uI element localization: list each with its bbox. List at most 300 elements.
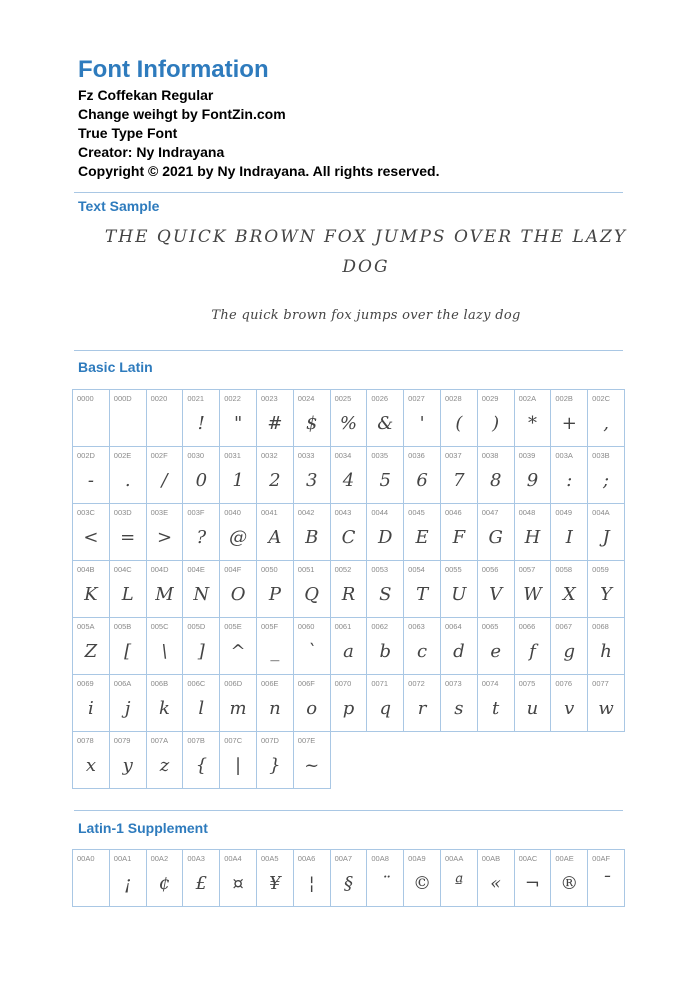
glyph-sample: H <box>524 527 541 548</box>
glyph-code: 006D <box>224 679 243 688</box>
glyph-cell <box>146 849 184 907</box>
glyph-code: 0034 <box>334 451 352 460</box>
glyph-cell <box>293 617 331 675</box>
glyph-cell <box>403 849 441 907</box>
glyph-code: 006E <box>260 679 279 688</box>
glyph-code: 00A3 <box>187 854 205 863</box>
glyph-cell <box>109 674 147 732</box>
glyph-cell <box>550 389 588 447</box>
glyph-cell <box>72 503 110 561</box>
glyph-cell <box>256 446 294 504</box>
glyph-code: 003A <box>555 451 573 460</box>
glyph-sample: i <box>88 698 94 719</box>
glyph-cell <box>514 389 552 447</box>
glyph-cell <box>219 674 257 732</box>
glyph-code: 003B <box>592 451 610 460</box>
glyph-sample: Y <box>600 584 612 605</box>
glyph-sample: 7 <box>453 470 465 491</box>
glyph-code: 00A9 <box>408 854 426 863</box>
glyph-cell <box>109 849 147 907</box>
glyph-code: 0052 <box>334 565 352 574</box>
glyph-cell <box>219 617 257 675</box>
glyph-code: 003C <box>77 508 95 517</box>
glyph-code: 00A1 <box>113 854 132 863</box>
glyph-code: 0071 <box>371 679 389 688</box>
glyph-sample: # <box>267 413 283 434</box>
glyph-sample: p <box>342 698 355 719</box>
glyph-cell <box>293 674 331 732</box>
glyph-code: 0054 <box>408 565 425 574</box>
glyph-code: 0046 <box>444 508 462 517</box>
glyph-sample: c <box>417 641 428 662</box>
basic-latin-grid <box>72 389 624 788</box>
glyph-cell <box>366 849 404 907</box>
glyph-sample: W <box>523 584 542 605</box>
glyph-code: 0045 <box>408 508 425 517</box>
glyph-cell <box>440 503 478 561</box>
glyph-cell <box>587 849 625 907</box>
glyph-cell <box>219 849 257 907</box>
glyph-code: 0067 <box>555 622 573 631</box>
glyph-sample: G <box>488 527 503 548</box>
glyph-sample: ¤ <box>232 873 244 894</box>
glyph-sample: ) <box>492 413 500 434</box>
glyph-code: 006B <box>150 679 169 688</box>
glyph-cell <box>550 503 588 561</box>
glyph-sample: A <box>268 527 282 548</box>
glyph-code: 007C <box>224 736 243 745</box>
glyph-code: 00A2 <box>150 854 169 863</box>
glyph-cell <box>403 674 441 732</box>
glyph-code: 0057 <box>518 565 536 574</box>
glyph-cell <box>182 389 220 447</box>
glyph-sample: m <box>229 698 247 719</box>
glyph-code: 004C <box>113 565 132 574</box>
glyph-code: 003F <box>187 508 205 517</box>
glyph-cell <box>72 389 110 447</box>
glyph-code: 0066 <box>518 622 536 631</box>
glyph-cell <box>366 560 404 618</box>
glyph-cell <box>146 617 184 675</box>
glyph-cell <box>440 389 478 447</box>
glyph-sample: ¢ <box>158 873 171 894</box>
glyph-code: 0041 <box>260 508 278 517</box>
glyph-code: 0040 <box>224 508 241 517</box>
glyph-cell <box>514 503 552 561</box>
glyph-cell <box>366 503 404 561</box>
glyph-sample: > <box>156 527 173 548</box>
glyph-code: 007E <box>297 736 316 745</box>
glyph-sample: h <box>600 641 612 662</box>
glyph-cell <box>330 849 368 907</box>
glyph-code: 0020 <box>150 394 168 403</box>
glyph-code: 0079 <box>113 736 131 745</box>
glyph-code: 0039 <box>518 451 536 460</box>
glyph-cell <box>330 503 368 561</box>
glyph-sample: + <box>561 413 577 434</box>
glyph-cell <box>477 389 515 447</box>
glyph-code: 0028 <box>444 394 462 403</box>
glyph-code: 0033 <box>297 451 315 460</box>
glyph-sample: ¨ <box>380 873 390 894</box>
glyph-sample: ' <box>419 413 425 434</box>
glyph-code: 007A <box>150 736 169 745</box>
glyph-code: 00A5 <box>260 854 279 863</box>
glyph-sample: 3 <box>305 470 318 491</box>
divider <box>74 810 623 811</box>
glyph-cell <box>477 446 515 504</box>
glyph-sample: R <box>341 584 356 605</box>
divider <box>74 192 623 193</box>
glyph-code: 004B <box>77 565 95 574</box>
glyph-cell <box>109 446 147 504</box>
glyph-sample: ` <box>307 641 317 662</box>
sample-lowercase: The quick brown fox jumps over the lazy dog <box>211 308 521 323</box>
glyph-sample: ! <box>197 413 205 434</box>
glyph-cell <box>293 560 331 618</box>
glyph-cell <box>182 560 220 618</box>
glyph-cell <box>403 389 441 447</box>
glyph-cell <box>146 560 184 618</box>
font-creator: Creator: Ny Indrayana <box>78 144 225 160</box>
glyph-sample: / <box>161 470 168 491</box>
glyph-sample: : <box>566 470 573 491</box>
glyph-cell <box>219 389 257 447</box>
glyph-code: 0074 <box>481 679 499 688</box>
glyph-sample: n <box>269 698 281 719</box>
glyph-code: 006A <box>113 679 132 688</box>
glyph-sample: T <box>416 584 429 605</box>
glyph-code: 002C <box>592 394 611 403</box>
glyph-cell <box>219 560 257 618</box>
glyph-sample: O <box>230 584 246 605</box>
glyph-code: 0035 <box>371 451 389 460</box>
glyph-sample: k <box>159 698 170 719</box>
glyph-cell <box>366 446 404 504</box>
glyph-code: 002F <box>150 451 168 460</box>
glyph-code: 0037 <box>444 451 462 460</box>
glyph-sample: 9 <box>526 470 539 491</box>
glyph-sample: M <box>155 584 174 605</box>
glyph-cell <box>366 617 404 675</box>
glyph-cell <box>72 674 110 732</box>
glyph-code: 0000 <box>77 394 94 403</box>
glyph-sample: ¡ <box>124 873 132 894</box>
glyph-code: 00AA <box>444 854 464 863</box>
glyph-cell <box>72 560 110 618</box>
glyph-sample: ] <box>197 641 205 662</box>
glyph-code: 0036 <box>408 451 425 460</box>
glyph-sample: b <box>379 641 392 662</box>
glyph-cell <box>182 849 220 907</box>
glyph-sample: - <box>87 470 94 491</box>
glyph-cell <box>146 389 184 447</box>
glyph-code: 0063 <box>408 622 425 631</box>
glyph-code: 0053 <box>371 565 389 574</box>
glyph-sample: \ <box>161 641 168 662</box>
glyph-cell <box>477 849 515 907</box>
glyph-code: 0030 <box>187 451 205 460</box>
glyph-cell <box>219 503 257 561</box>
glyph-cell <box>219 446 257 504</box>
glyph-code: 005B <box>113 622 132 631</box>
glyph-cell <box>109 389 147 447</box>
glyph-code: 000D <box>113 394 132 403</box>
glyph-code: 0075 <box>518 679 536 688</box>
glyph-sample: a <box>343 641 354 662</box>
glyph-code: 00AB <box>481 854 501 863</box>
glyph-code: 00A0 <box>77 854 95 863</box>
glyph-cell <box>293 849 331 907</box>
glyph-sample: ¥ <box>269 873 281 894</box>
glyph-cell <box>293 446 331 504</box>
glyph-sample: N <box>193 584 210 605</box>
glyph-cell <box>182 674 220 732</box>
glyph-cell <box>182 617 220 675</box>
glyph-code: 0022 <box>224 394 241 403</box>
glyph-sample: 8 <box>489 470 502 491</box>
glyph-code: 005E <box>224 622 242 631</box>
glyph-cell <box>219 731 257 789</box>
glyph-code: 002E <box>113 451 132 460</box>
glyph-sample: © <box>413 873 432 894</box>
glyph-cell <box>330 560 368 618</box>
glyph-code: 00A7 <box>334 854 353 863</box>
glyph-cell <box>403 617 441 675</box>
basic-latin-title: Basic Latin <box>78 359 153 375</box>
glyph-sample: | <box>235 755 242 776</box>
glyph-sample: ? <box>196 527 207 548</box>
sample-uppercase: THE QUICK BROWN FOX JUMPS OVER THE LAZY DOG <box>104 227 628 277</box>
glyph-cell <box>550 849 588 907</box>
glyph-sample: " <box>233 413 243 434</box>
glyph-cell <box>403 560 441 618</box>
glyph-sample: j <box>124 698 131 719</box>
glyph-sample: . <box>124 470 131 491</box>
glyph-cell <box>403 446 441 504</box>
glyph-code: 0024 <box>297 394 315 403</box>
divider <box>74 350 623 351</box>
glyph-sample: = <box>120 527 136 548</box>
glyph-sample: § <box>343 873 353 894</box>
glyph-code: 0042 <box>297 508 315 517</box>
glyph-sample: S <box>379 584 392 605</box>
glyph-cell <box>550 446 588 504</box>
glyph-cell <box>514 849 552 907</box>
glyph-sample: F <box>452 527 466 548</box>
glyph-code: 0023 <box>260 394 278 403</box>
glyph-cell <box>477 560 515 618</box>
glyph-cell <box>256 617 294 675</box>
glyph-sample: , <box>603 413 609 434</box>
glyph-code: 002D <box>77 451 95 460</box>
latin1-grid <box>72 849 624 906</box>
glyph-sample: x <box>85 755 96 776</box>
glyph-code: 0059 <box>592 565 609 574</box>
glyph-cell <box>587 389 625 447</box>
glyph-cell <box>72 617 110 675</box>
glyph-cell <box>587 674 625 732</box>
glyph-code: 00A6 <box>297 854 316 863</box>
glyph-cell <box>146 503 184 561</box>
glyph-sample: 4 <box>342 470 355 491</box>
glyph-code: 006F <box>297 679 315 688</box>
glyph-cell <box>330 389 368 447</box>
glyph-code: 0044 <box>371 508 389 517</box>
glyph-sample: g <box>563 641 576 662</box>
glyph-code: 003E <box>150 508 169 517</box>
glyph-code: 00A8 <box>371 854 389 863</box>
glyph-code: 0038 <box>481 451 499 460</box>
glyph-sample: f <box>529 641 536 662</box>
glyph-code: 00AC <box>518 854 538 863</box>
glyph-code: 00A4 <box>224 854 242 863</box>
glyph-sample: K <box>84 584 98 605</box>
glyph-code: 007B <box>187 736 205 745</box>
glyph-sample: Q <box>304 584 320 605</box>
glyph-code: 004D <box>150 565 169 574</box>
glyph-cell <box>550 674 588 732</box>
glyph-cell <box>293 731 331 789</box>
glyph-code: 00AE <box>555 854 574 863</box>
glyph-code: 0049 <box>555 508 573 517</box>
glyph-code: 0064 <box>444 622 462 631</box>
glyph-sample: J <box>602 527 610 548</box>
glyph-cell <box>256 389 294 447</box>
glyph-code: 0051 <box>297 565 315 574</box>
glyph-cell <box>182 731 220 789</box>
glyph-cell <box>550 617 588 675</box>
glyph-code: 0032 <box>260 451 278 460</box>
glyph-cell <box>109 503 147 561</box>
glyph-code: 0076 <box>555 679 573 688</box>
glyph-sample: « <box>490 873 502 894</box>
glyph-sample: P <box>268 584 281 605</box>
glyph-code: 0043 <box>334 508 352 517</box>
glyph-cell <box>72 731 110 789</box>
glyph-sample: % <box>339 413 358 434</box>
glyph-cell <box>440 560 478 618</box>
glyph-sample: _ <box>270 641 280 662</box>
glyph-cell <box>440 617 478 675</box>
glyph-cell <box>587 446 625 504</box>
glyph-cell <box>256 560 294 618</box>
glyph-sample: } <box>269 755 281 776</box>
glyph-cell <box>109 617 147 675</box>
glyph-cell <box>477 674 515 732</box>
glyph-cell <box>587 617 625 675</box>
glyph-sample: 5 <box>379 470 391 491</box>
glyph-code: 0056 <box>481 565 499 574</box>
glyph-sample: Z <box>84 641 98 662</box>
glyph-sample: y <box>122 755 133 776</box>
glyph-sample: 2 <box>269 470 281 491</box>
glyph-sample: ^ <box>230 641 246 662</box>
glyph-sample: r <box>417 698 427 719</box>
glyph-cell <box>440 446 478 504</box>
glyph-code: 0027 <box>408 394 425 403</box>
glyph-sample: E <box>415 527 429 548</box>
glyph-sample: £ <box>195 873 208 894</box>
glyph-code: 0026 <box>371 394 389 403</box>
glyph-sample: ª <box>454 873 464 894</box>
glyph-cell <box>514 560 552 618</box>
glyph-sample: ¦ <box>308 873 315 894</box>
glyph-cell <box>514 674 552 732</box>
glyph-code: 0029 <box>481 394 499 403</box>
font-type: True Type Font <box>78 125 178 141</box>
glyph-code: 002B <box>555 394 573 403</box>
glyph-cell <box>440 849 478 907</box>
glyph-cell <box>182 503 220 561</box>
glyph-cell <box>330 617 368 675</box>
glyph-sample: o <box>306 698 318 719</box>
font-copyright: Copyright © 2021 by Ny Indrayana. All rights reserved. <box>78 163 440 179</box>
glyph-sample: t <box>492 698 500 719</box>
glyph-code: 004F <box>224 565 242 574</box>
glyph-code: 00AF <box>592 854 611 863</box>
glyph-sample: l <box>198 698 205 719</box>
glyph-code: 004A <box>592 508 610 517</box>
glyph-code: 0050 <box>260 565 278 574</box>
glyph-sample: 0 <box>195 470 208 491</box>
glyph-code: 0055 <box>444 565 462 574</box>
glyph-cell <box>366 389 404 447</box>
glyph-cell <box>366 674 404 732</box>
glyph-sample: 6 <box>416 470 428 491</box>
glyph-code: 003D <box>113 508 132 517</box>
glyph-sample: s <box>454 698 464 719</box>
glyph-code: 0021 <box>187 394 205 403</box>
glyph-sample: w <box>598 698 614 719</box>
glyph-code: 004E <box>187 565 205 574</box>
glyph-cell <box>293 389 331 447</box>
glyph-code: 007D <box>260 736 279 745</box>
glyph-cell <box>256 503 294 561</box>
glyph-cell <box>587 503 625 561</box>
glyph-code: 0073 <box>444 679 462 688</box>
glyph-sample: C <box>341 527 356 548</box>
glyph-code: 0061 <box>334 622 352 631</box>
font-change-note: Change weihgt by FontZin.com <box>78 106 286 122</box>
glyph-cell <box>256 674 294 732</box>
page-title: Font Information <box>78 56 269 83</box>
glyph-sample: u <box>526 698 539 719</box>
glyph-cell <box>256 731 294 789</box>
glyph-code: 0047 <box>481 508 499 517</box>
glyph-sample: < <box>83 527 99 548</box>
glyph-code: 0070 <box>334 679 352 688</box>
glyph-code: 005A <box>77 622 95 631</box>
glyph-cell <box>403 503 441 561</box>
glyph-sample: X <box>562 584 576 605</box>
glyph-sample: 1 <box>232 470 244 491</box>
glyph-cell <box>182 446 220 504</box>
glyph-code: 0072 <box>408 679 425 688</box>
glyph-code: 0048 <box>518 508 536 517</box>
glyph-code: 0031 <box>224 451 241 460</box>
glyph-code: 0058 <box>555 565 573 574</box>
glyph-cell <box>146 731 184 789</box>
glyph-code: 005D <box>187 622 206 631</box>
glyph-code: 002A <box>518 394 537 403</box>
glyph-sample: ( <box>455 413 463 434</box>
glyph-cell <box>477 503 515 561</box>
glyph-code: 005F <box>260 622 279 631</box>
font-name: Fz Coffekan Regular <box>78 87 214 103</box>
glyph-code: 0065 <box>481 622 499 631</box>
glyph-code: 0069 <box>77 679 94 688</box>
